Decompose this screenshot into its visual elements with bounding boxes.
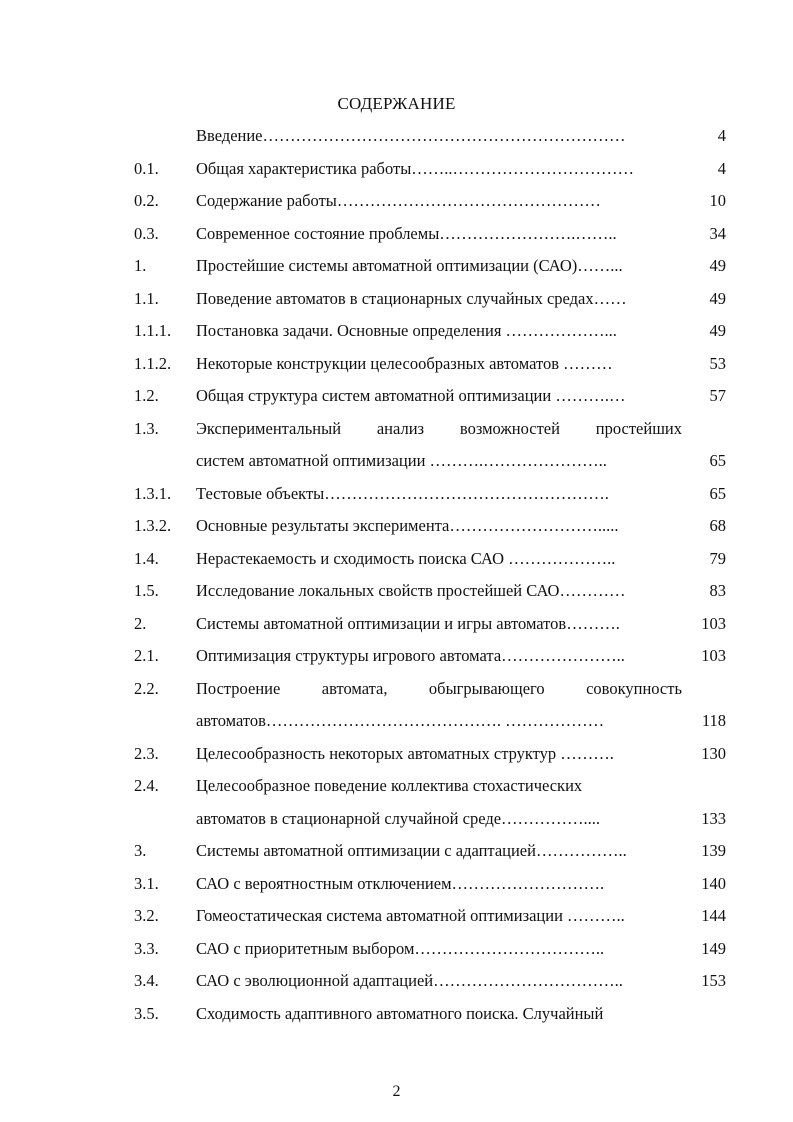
toc-section-number: 1.4. (134, 548, 159, 568)
toc-page-number: 83 (709, 581, 726, 600)
toc-row (0, 445, 793, 478)
toc-section-number: 1.3. (134, 418, 159, 438)
toc-section-title: Общая структура систем автоматной оптимизации ……….… (196, 386, 626, 405)
toc-section-title: Целесообразность некоторых автоматных структур ………. (196, 743, 614, 763)
toc-page-number: 153 (701, 971, 726, 990)
toc-section-title: САО с вероятностным отключением………………………. (196, 873, 605, 893)
toc-section-title: Современное состояние проблемы…………………….…….. (196, 223, 617, 243)
toc-row (0, 510, 793, 543)
toc-section-title: Экспериментальный анализ возможностей простейших (196, 418, 682, 438)
toc-section-number: 3.2. (134, 906, 159, 925)
toc-section-number: 2.4. (134, 776, 159, 795)
toc-section-number: 0.3. (134, 223, 159, 243)
toc-section-title: САО с приоритетным выбором…………………………….. (196, 938, 605, 958)
toc-section-number: 3.1. (134, 873, 159, 893)
toc-section-number: 1. (134, 256, 147, 275)
toc-section-title: Общая характеристика работы……..…………………………… (196, 158, 635, 178)
toc-row (0, 705, 793, 738)
toc-page-number: 49 (709, 288, 726, 308)
toc-row (0, 738, 793, 771)
toc-page-number: 53 (709, 353, 726, 373)
toc-section-number: 3. (134, 841, 147, 860)
toc-section-title: Построение автомата, обыгрывающего совокупность (196, 678, 682, 698)
toc-section-title: Некоторые конструкции целесообразных автоматов ……… (196, 353, 613, 373)
toc-section-title: Постановка задачи. Основные определения ………………... (196, 321, 617, 340)
toc-row (0, 673, 793, 706)
toc-section-title: Поведение автоматов в стационарных случайных средах…… (196, 288, 627, 308)
page-number: 2 (392, 1083, 401, 1100)
toc-row (0, 250, 793, 283)
toc-section-title: автоматов в стационарной случайной среде…………….... (196, 808, 601, 828)
toc-row (0, 575, 793, 608)
toc-section-title: Сходимость адаптивного автоматного поиска. Случайный (196, 1003, 604, 1023)
toc-row (0, 218, 793, 251)
toc-section-title: Тестовые объекты……………………………………………. (196, 483, 609, 503)
toc-row (0, 933, 793, 966)
toc-page-number: 49 (709, 256, 726, 275)
toc-section-number: 1.3.1. (134, 483, 172, 503)
toc-row (0, 900, 793, 933)
toc-section-number: 3.3. (134, 938, 159, 958)
toc-section-title: автоматов……………………………………. ……………… (196, 711, 605, 730)
toc-page-number: 65 (709, 483, 726, 503)
toc-page-number: 118 (701, 711, 726, 730)
toc-section-number: 3.4. (134, 971, 159, 990)
toc-row (0, 413, 793, 446)
toc-row (0, 315, 793, 348)
toc-page-number: 133 (701, 808, 726, 828)
toc-page-number: 103 (701, 646, 726, 665)
toc-row (0, 478, 793, 511)
toc-page-number: 79 (709, 548, 726, 568)
toc-section-number: 1.1.1. (134, 321, 172, 340)
toc-section-title: Введение………………………………………………………… (196, 126, 626, 145)
table-of-contents (0, 120, 793, 1030)
toc-section-title: Системы автоматной оптимизации и игры автоматов………. (196, 613, 620, 633)
toc-section-title: Простейшие системы автоматной оптимизации (САО)……... (196, 256, 623, 275)
toc-page-number: 65 (709, 451, 726, 470)
toc-section-number: 1.1.2. (134, 353, 172, 373)
toc-section-number: 3.5. (134, 1003, 159, 1023)
toc-row (0, 770, 793, 803)
toc-section-title: Содержание работы………………………………………… (196, 191, 601, 210)
toc-section-title: Гомеостатическая система автоматной оптимизации ……….. (196, 906, 625, 925)
toc-page-number: 149 (701, 938, 726, 958)
toc-row (0, 348, 793, 381)
toc-section-title: Системы автоматной оптимизации с адаптацией…………….. (196, 841, 627, 860)
toc-page-number: 103 (701, 613, 726, 633)
toc-row (0, 185, 793, 218)
toc-page-number: 34 (709, 223, 726, 243)
toc-page-number: 4 (717, 126, 726, 145)
toc-row (0, 835, 793, 868)
toc-page-number: 139 (701, 841, 726, 860)
toc-row (0, 640, 793, 673)
toc-section-title: Оптимизация структуры игрового автомата………………….. (196, 646, 625, 665)
toc-section-title: систем автоматной оптимизации ……….………………….. (196, 451, 607, 470)
toc-page-number: 49 (709, 321, 726, 340)
page-title: СОДЕРЖАНИЕ (337, 94, 456, 113)
toc-page-number: 57 (709, 386, 726, 405)
toc-row (0, 803, 793, 836)
toc-section-number: 1.1. (134, 288, 159, 308)
toc-section-title: Основные результаты эксперимента………………………..... (196, 516, 619, 535)
toc-section-number: 2.2. (134, 678, 159, 698)
toc-page-number: 130 (701, 743, 726, 763)
toc-section-number: 2.3. (134, 743, 159, 763)
toc-section-number: 2. (134, 613, 147, 633)
toc-row (0, 608, 793, 641)
toc-section-title: Нерастекаемость и сходимость поиска САО ……………….. (196, 548, 616, 568)
toc-section-number: 1.3.2. (134, 516, 172, 535)
toc-page-number: 68 (709, 516, 726, 535)
toc-row (0, 380, 793, 413)
toc-section-title: САО с эволюционной адаптацией…………………………….. (196, 971, 623, 990)
toc-page-number: 10 (709, 191, 726, 210)
toc-section-number: 0.1. (134, 158, 159, 178)
toc-row (0, 120, 793, 153)
toc-page-number: 4 (717, 158, 726, 178)
toc-row (0, 283, 793, 316)
toc-row (0, 998, 793, 1031)
toc-page-number: 144 (701, 906, 726, 925)
toc-page-number: 140 (701, 873, 726, 893)
toc-row (0, 868, 793, 901)
toc-row (0, 543, 793, 576)
toc-section-number: 1.2. (134, 386, 159, 405)
toc-row (0, 153, 793, 186)
toc-section-number: 1.5. (134, 581, 159, 600)
toc-section-number: 0.2. (134, 191, 159, 210)
toc-section-title: Исследование локальных свойств простейшей САО………… (196, 581, 626, 600)
toc-row (0, 965, 793, 998)
toc-section-title: Целесообразное поведение коллектива стохастических (196, 776, 583, 795)
toc-section-number: 2.1. (134, 646, 159, 665)
